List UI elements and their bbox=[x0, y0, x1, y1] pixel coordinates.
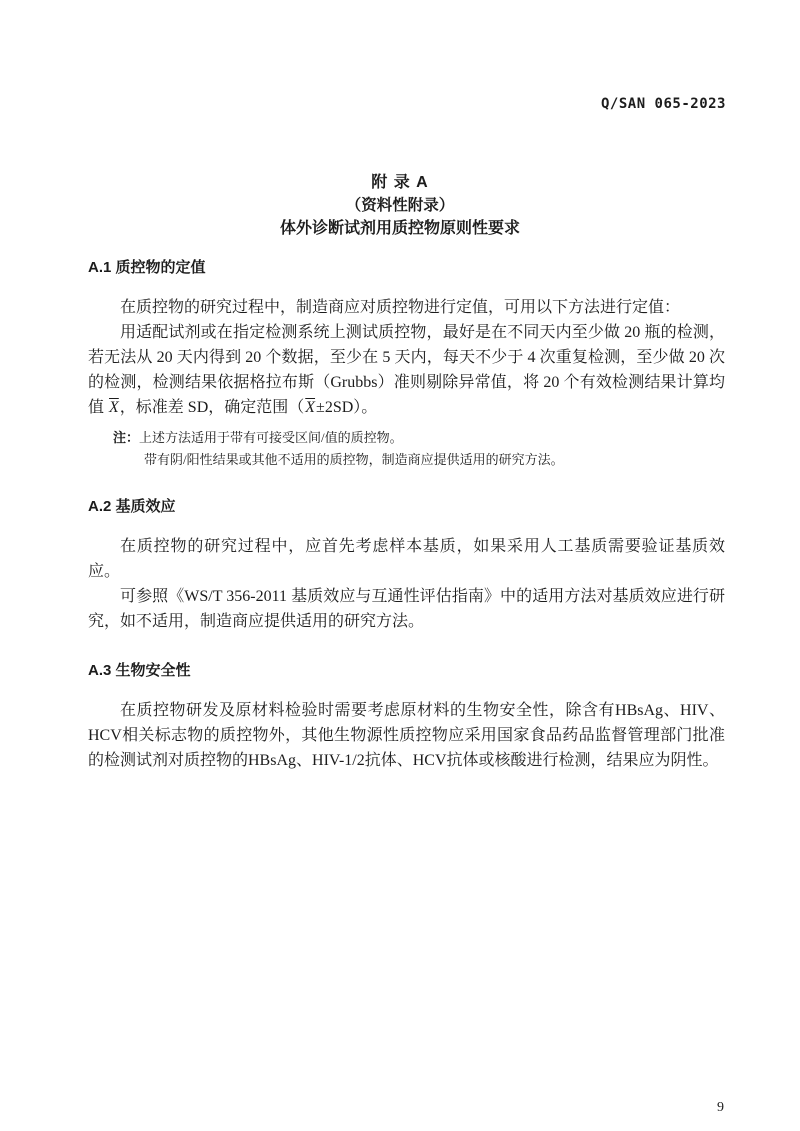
note-label: 注： bbox=[113, 430, 140, 445]
appendix-title: 附 录 A bbox=[371, 174, 429, 191]
section-a2-heading: A.2 基质效应 bbox=[88, 498, 176, 515]
a1-note-block bbox=[113, 427, 725, 471]
a1-note-line-2: 带有阴/阳性结果或其他不适用的质控物，制造商应提供适用的研究方法。 bbox=[144, 452, 564, 467]
a2-paragraph-1-text: 在质控物的研究过程中，应首先考虑样本基质，如果采用人工基质需要验证基质效应。 bbox=[88, 538, 725, 580]
standard-code-header: Q/SAN 065-2023 bbox=[600, 96, 726, 112]
a1-paragraph-1 bbox=[88, 295, 725, 320]
a1-note-text-1: 上述方法适用于带有可接受区间/值的质控物。 bbox=[139, 430, 403, 445]
xbar-mean-symbol: $\overline{X}$ bbox=[305, 399, 316, 416]
appendix-subject-title: 体外诊断试剂用质控物原则性要求 bbox=[279, 220, 520, 237]
a1-paragraph-2 bbox=[88, 320, 725, 420]
a2-paragraph-1 bbox=[88, 534, 725, 584]
a1-paragraph-2-text-2: ，标准差 SD，确定范围（ bbox=[119, 399, 305, 416]
a1-paragraph-2-text-3: ±2SD）。 bbox=[316, 399, 378, 416]
section-a1-heading: A.1 质控物的定值 bbox=[88, 259, 206, 276]
page-number: 9 bbox=[717, 1100, 724, 1115]
a1-paragraph-1-text: 在质控物的研究过程中，制造商应对质控物进行定值，可用以下方法进行定值： bbox=[120, 299, 681, 316]
document-body bbox=[88, 248, 725, 773]
appendix-type-label: （资料性附录） bbox=[345, 197, 455, 214]
a1-paragraph-2-text-1: 用适配试剂或在指定检测系统上测试质控物，最好是在不同天内至少做 20 瓶的检测，若无法从 20 天内得到 20 个数据，至少在 5 天内，每天不少于 4 次重复检测，至少做 20 次的检测，检测结果依据格拉布斯（Grubbs）准则剔除异常值，将 20 个有效检测结果计算均值 bbox=[88, 324, 725, 416]
a2-paragraph-2 bbox=[88, 584, 725, 634]
a1-note-line-1 bbox=[113, 427, 725, 449]
a2-paragraph-2-text: 可参照《WS/T 356-2011 基质效应与互通性评估指南》中的适用方法对基质效应进行研究，如不适用，制造商应提供适用的研究方法。 bbox=[88, 588, 725, 630]
a3-paragraph-1 bbox=[88, 698, 725, 773]
appendix-title-block bbox=[0, 171, 800, 240]
section-a3-heading: A.3 生物安全性 bbox=[88, 662, 191, 679]
a3-paragraph-1-text: 在质控物研发及原材料检验时需要考虑原材料的生物安全性，除含有HBsAg、HIV、HCV相关标志物的质控物外，其他生物源性质控物应采用国家食品药品监督管理部门批准的检测试剂对质控物的HBsAg、HIV-1/2抗体、HCV抗体或核酸进行检测，结果应为阴性。 bbox=[88, 702, 725, 769]
xbar-mean-symbol: $\overline{X}$ bbox=[109, 399, 119, 416]
